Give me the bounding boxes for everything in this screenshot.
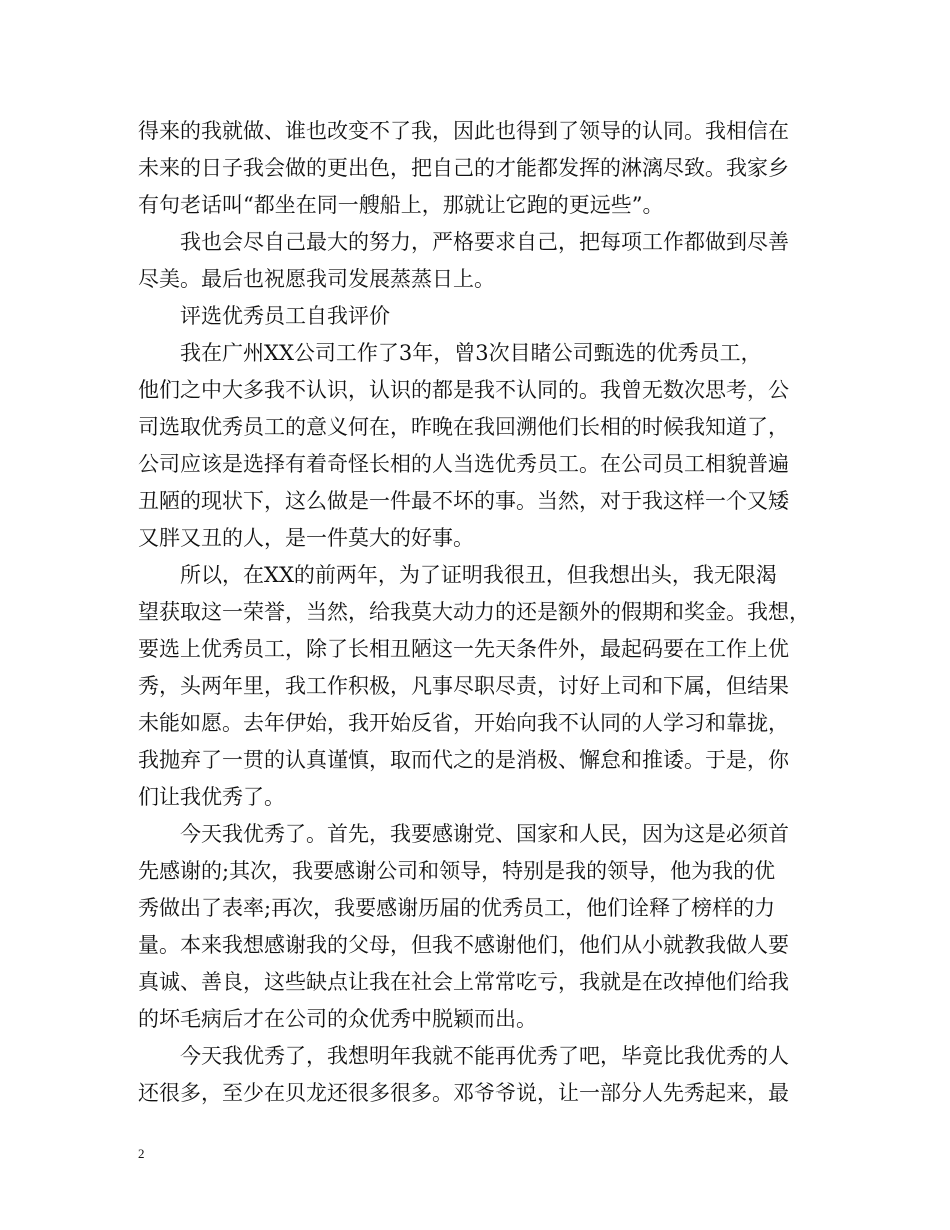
text-line: 司选取优秀员工的意义何在，昨晚在我回溯他们长相的时候我知道了， <box>138 415 789 439</box>
text-line: 要选上优秀员工，除了长相丑陋这一先天条件外，最起码要在工作上优 <box>138 637 789 661</box>
text-line: 我抛弃了一贯的认真谨慎，取而代之的是消极、懈怠和推诿。于是，你 <box>138 748 789 772</box>
text-line: 所以，在XX的前两年，为了证明我很丑，但我想出头，我无限渴 <box>180 563 777 587</box>
text-line: 秀，头两年里，我工作积极，凡事尽职尽责，讨好上司和下属，但结果 <box>138 674 789 698</box>
text-line: 他们之中大多我不认识，认识的都是我不认同的。我曾无数次思考，公 <box>138 378 789 402</box>
text-line: 的坏毛病后才在公司的众优秀中脱颖而出。 <box>138 1007 537 1031</box>
text-line: 真诚、善良，这些缺点让我在社会上常常吃亏，我就是在改掉他们给我 <box>138 970 789 994</box>
text-line: 我在广州XX公司工作了3年，曾3次目睹公司甄选的优秀员工， <box>180 341 762 365</box>
text-line: 还很多，至少在贝龙还很多很多。邓爷爷说，让一部分人先秀起来，最 <box>138 1081 789 1105</box>
text-line: 今天我优秀了。首先，我要感谢党、国家和人民，因为这是必须首 <box>180 822 789 846</box>
text-line: 秀做出了表率;再次，我要感谢历届的优秀员工，他们诠释了榜样的力 <box>138 896 776 920</box>
text-line: 未能如愿。去年伊始，我开始反省，开始向我不认同的人学习和靠拢， <box>138 711 789 735</box>
text-line: 望获取这一荣誉，当然，给我莫大动力的还是额外的假期和奖金。我想， <box>138 600 810 624</box>
text-line: 们让我优秀了。 <box>138 785 285 809</box>
section-heading: 评选优秀员工自我评价 <box>180 304 390 328</box>
text-line: 丑陋的现状下，这么做是一件最不坏的事。当然，对于我这样一个又矮 <box>138 489 789 513</box>
text-line: 公司应该是选择有着奇怪长相的人当选优秀员工。在公司员工相貌普遍 <box>138 452 789 476</box>
text-line: 得来的我就做、谁也改变不了我，因此也得到了领导的认同。我相信在 <box>138 119 789 143</box>
text-line: 先感谢的;其次，我要感谢公司和领导，特别是我的领导，他为我的优 <box>138 859 776 883</box>
text-line: 又胖又丑的人，是一件莫大的好事。 <box>138 526 474 550</box>
text-line: 有句老话叫“都坐在同一艘船上，那就让它跑的更远些”。 <box>138 193 664 217</box>
text-line: 今天我优秀了，我想明年我就不能再优秀了吧，毕竟比我优秀的人 <box>180 1044 789 1068</box>
text-line: 量。本来我想感谢我的父母，但我不感谢他们，他们从小就教我做人要 <box>138 933 789 957</box>
text-line: 我也会尽自己最大的努力，严格要求自己，把每项工作都做到尽善 <box>180 230 789 254</box>
page-number: 2 <box>138 1146 145 1161</box>
text-line: 未来的日子我会做的更出色，把自己的才能都发挥的淋漓尽致。我家乡 <box>138 156 789 180</box>
text-line: 尽美。最后也祝愿我司发展蒸蒸日上。 <box>138 267 495 291</box>
